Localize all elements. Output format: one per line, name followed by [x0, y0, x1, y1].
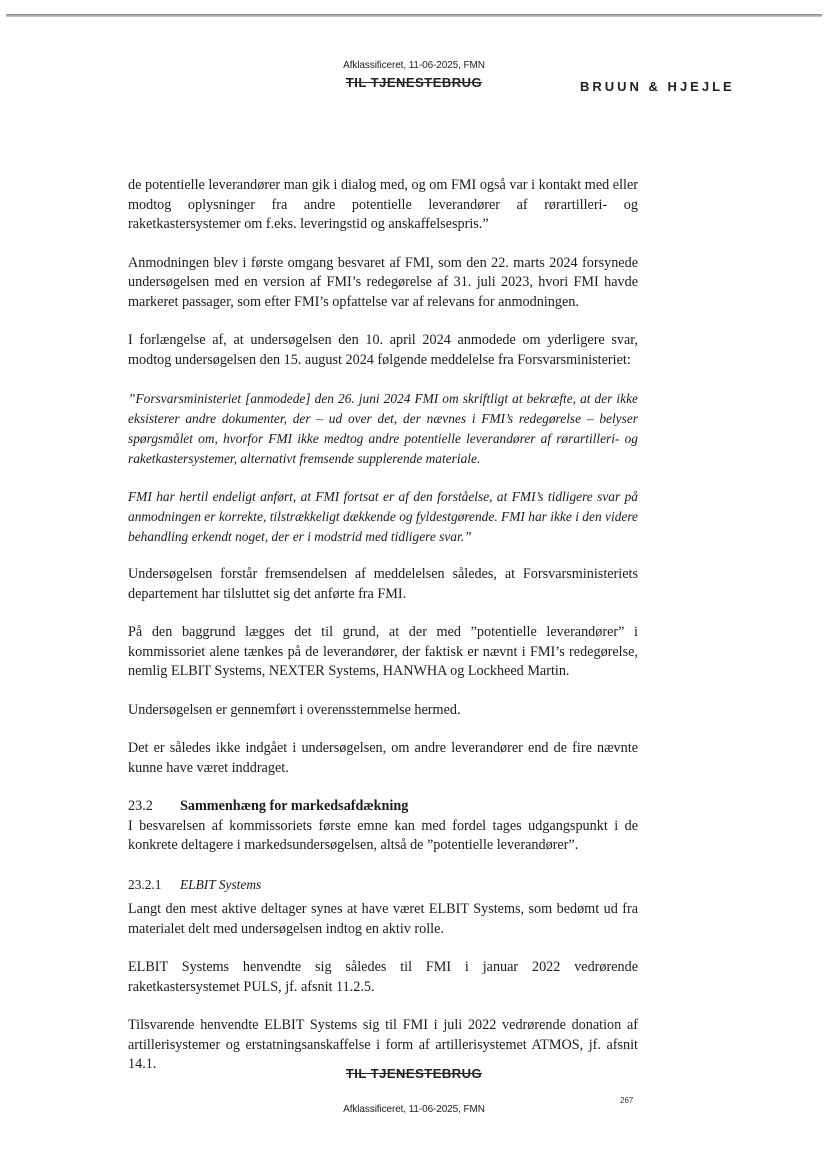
paragraph: På den baggrund lægges det til grund, at der med ”potentielle leverandører” i kommissoriet alene tænkes på de leverandører, der faktisk er nævnt i FMI’s redegørelse, nemlig ELBIT Systems, NEXTER Systems, HANWHA og Lockheed Martin.: [128, 624, 638, 679]
paragraph: Det er således ikke indgået i undersøgelsen, om andre leverandører end de fire nævnte kunne have været inddraget.: [128, 740, 638, 776]
section-number: 23.2: [128, 798, 153, 814]
quote-paragraph: FMI har hertil endeligt anført, at FMI fortsat er af den forståelse, at FMI’s tidligere svar på anmodningen er korrekte, tilstrækkeligt dækkende og fyldestgørende. FMI har ikke i den videre behandling erkendt noget, der er i modstrid med tidligere svar.”: [128, 489, 638, 544]
paragraph: I forlængelse af, at undersøgelsen den 10. april 2024 anmodede om yderligere svar, modtog undersøgelsen den 15. august 2024 følgende meddelelse fra Forsvarsministeriet:: [128, 332, 638, 368]
page-number: 267: [620, 1096, 634, 1105]
paragraph: de potentielle leverandører man gik i dialog med, og om FMI også var i kontakt med eller modtog oplysninger fra andre potentielle leverandører af rørartilleri- og raketkastersystemer om f.eks. leveringstid og anskaffelsespris.”: [128, 177, 638, 232]
classification-header: TIL TJENESTEBRUG: [345, 75, 483, 90]
declassified-stamp-bottom: Afklassificeret, 11-06-2025, FMN: [343, 1104, 485, 1115]
document-body: [128, 176, 638, 1094]
subsection-number: 23.2.1: [128, 876, 162, 892]
paragraph: Undersøgelsen forstår fremsendelsen af meddelelsen således, at Forsvarsministeriets departement har tilsluttet sig det anførte fra FMI.: [128, 566, 638, 602]
quote-paragraph: ”Forsvarsministeriet [anmodede] den 26. juni 2024 FMI om skriftligt at bekræfte, at der ikke eksisterer andre dokumenter, der – ud over det, der nævnes i FMI’s redegørelse – belyser spørgsmålet om, hvorfor FMI ikke medtog andre potentielle leverandører af rørartilleri- og raketkastersystemer, alternativt fremsende supplerende materiale.: [128, 391, 638, 466]
subsection-heading: [128, 875, 638, 895]
paragraph: ELBIT Systems henvendte sig således til FMI i januar 2022 vedrørende raketkastersystemet PULS, jf. afsnit 11.2.5.: [128, 959, 638, 995]
paragraph: Langt den mest aktive deltager synes at have været ELBIT Systems, som bedømt ud fra materialet delt med undersøgelsen indtog en aktiv rolle.: [128, 901, 638, 937]
paragraph: Anmodningen blev i første omgang besvaret af FMI, som den 22. marts 2024 forsynede undersøgelsen med en version af FMI’s redegørelse af 31. juli 2023, hvori FMI havde markeret passager, som efter FMI’s opfattelse var af relevans for anmodningen.: [128, 254, 638, 310]
declassified-stamp-top: Afklassificeret, 11-06-2025, FMN: [343, 60, 485, 71]
section-heading: [128, 797, 638, 817]
section-title: Sammenhæng for markedsafdækning: [180, 798, 409, 814]
paragraph: Tilsvarende henvendte ELBIT Systems sig til FMI i juli 2022 vedrørende donation af artillerisystemer og erstatningsanskaffelse i form af artillerisystemet ATMOS, jf. afsnit 14.1.: [128, 1017, 638, 1072]
brand-logo: BRUUN & HJEJLE: [580, 79, 735, 94]
subsection-title: ELBIT Systems: [180, 876, 262, 892]
paragraph: Undersøgelsen er gennemført i overensstemmelse hermed.: [128, 701, 461, 718]
scan-edge-line: [6, 14, 822, 17]
classification-footer: TIL TJENESTEBRUG: [345, 1066, 483, 1081]
paragraph: I besvarelsen af kommissoriets første emne kan med fordel tages udgangspunkt i de konkrete deltagere i markedsundersøgelsen, altså de ”potentielle leverandører”.: [128, 817, 638, 853]
